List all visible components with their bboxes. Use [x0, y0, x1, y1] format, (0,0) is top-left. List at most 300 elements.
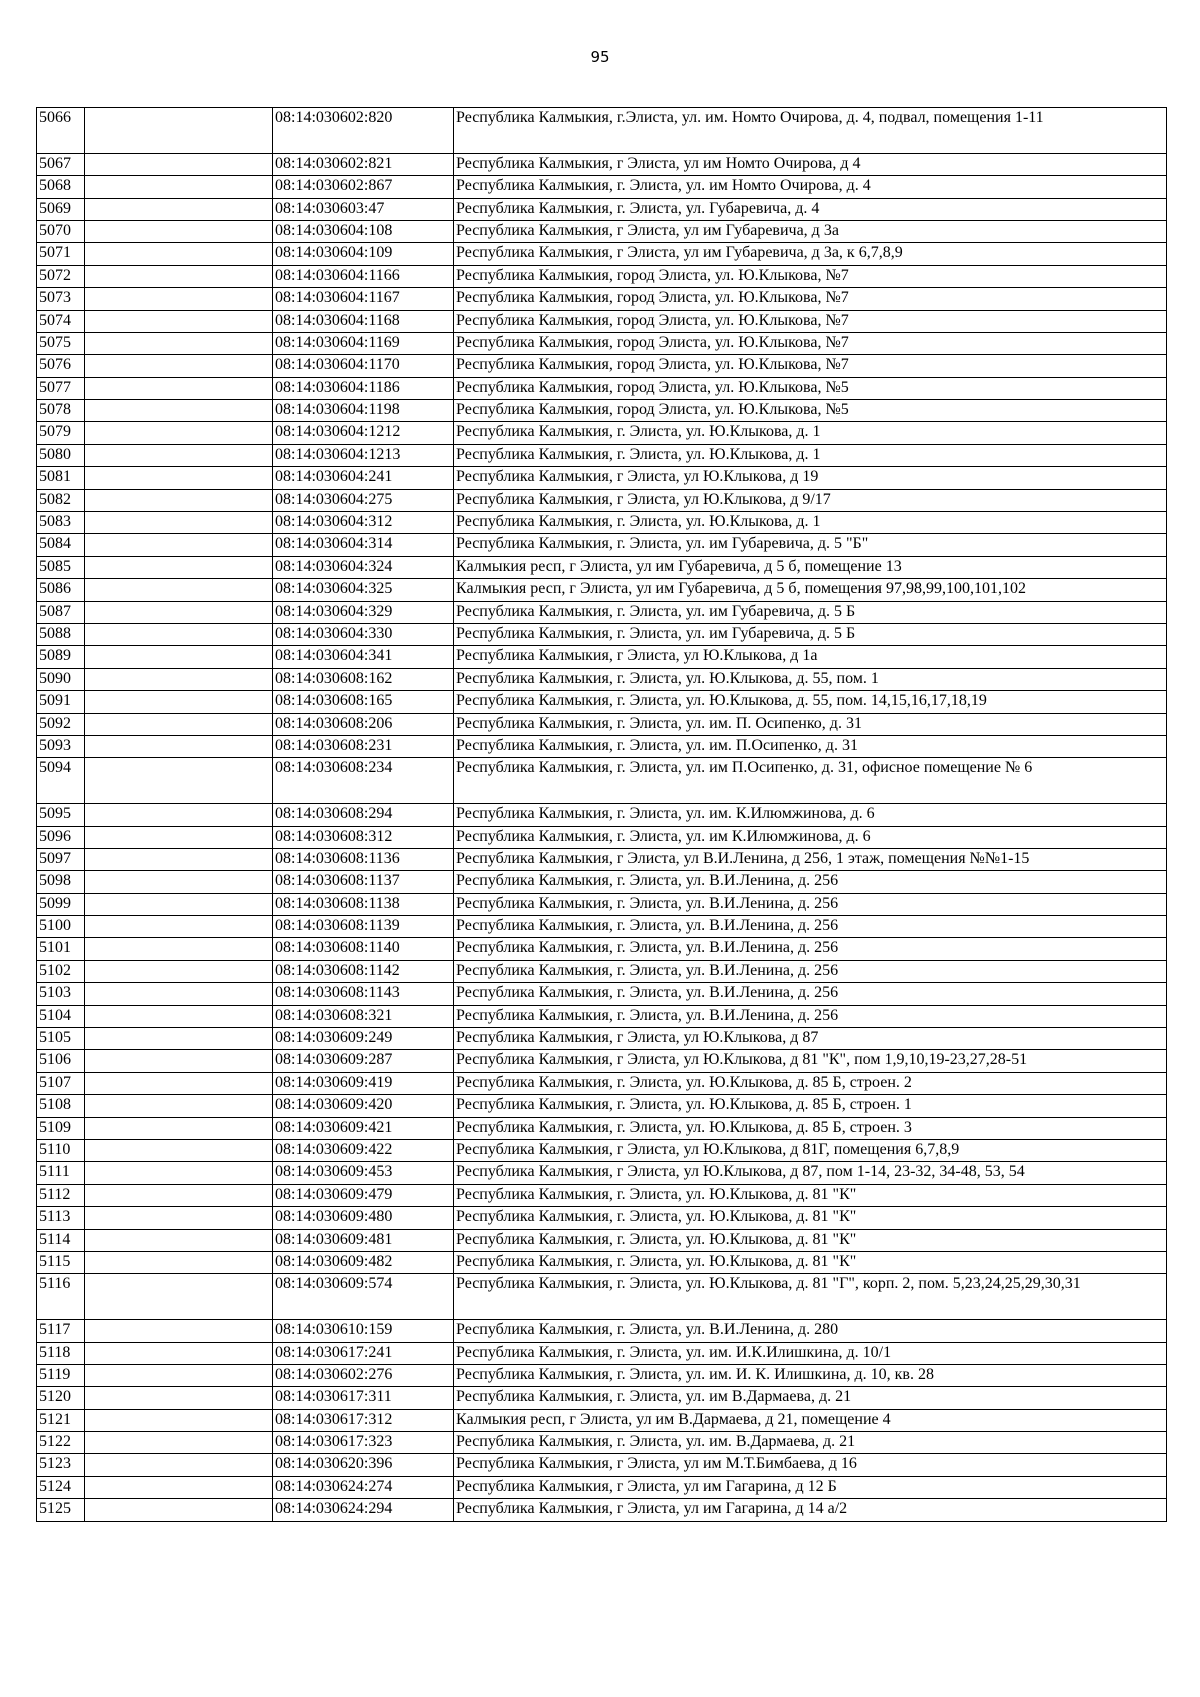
row-name-cell	[85, 1432, 273, 1454]
row-name-cell	[85, 1184, 273, 1206]
row-number-cell: 5073	[37, 288, 85, 310]
table-row	[37, 691, 1167, 713]
registry-body	[37, 108, 1167, 1522]
cadastral-number-cell: 08:14:030609:419	[273, 1072, 454, 1094]
cadastral-number-cell: 08:14:030609:287	[273, 1050, 454, 1072]
cadastral-number-cell: 08:14:030609:482	[273, 1251, 454, 1273]
address-cell: Республика Калмыкия, г Элиста, ул им Номто Очирова, д 4	[454, 153, 1167, 175]
cadastral-number-cell: 08:14:030608:1139	[273, 916, 454, 938]
table-row	[37, 1274, 1167, 1320]
table-row	[37, 601, 1167, 623]
row-name-cell	[85, 1095, 273, 1117]
address-cell: Республика Калмыкия, г Элиста, ул В.И.Ленина, д 256, 1 этаж, помещения №№1-15	[454, 848, 1167, 870]
address-cell: Республика Калмыкия, г. Элиста, ул. им Губаревича, д. 5 Б	[454, 624, 1167, 646]
cadastral-number-cell: 08:14:030609:479	[273, 1184, 454, 1206]
row-number-cell: 5098	[37, 871, 85, 893]
table-row	[37, 871, 1167, 893]
row-name-cell	[85, 489, 273, 511]
cadastral-number-cell: 08:14:030608:321	[273, 1005, 454, 1027]
table-row	[37, 1432, 1167, 1454]
address-cell: Республика Калмыкия, г. Элиста, ул. Ю.Клыкова, д. 81 "К"	[454, 1184, 1167, 1206]
address-cell: Республика Калмыкия, город Элиста, ул. Ю.Клыкова, №5	[454, 400, 1167, 422]
row-number-cell: 5099	[37, 893, 85, 915]
table-row	[37, 1476, 1167, 1498]
address-cell: Республика Калмыкия, г.Элиста, ул. им. Номто Очирова, д. 4, подвал, помещения 1-11	[454, 108, 1167, 154]
row-number-cell: 5104	[37, 1005, 85, 1027]
row-number-cell: 5121	[37, 1409, 85, 1431]
table-row	[37, 1342, 1167, 1364]
address-cell: Республика Калмыкия, г. Элиста, ул. им. И.К.Илишкина, д. 10/1	[454, 1342, 1167, 1364]
table-row	[37, 220, 1167, 242]
row-number-cell: 5100	[37, 916, 85, 938]
table-row	[37, 893, 1167, 915]
address-cell: Республика Калмыкия, г. Элиста, ул. В.И.Ленина, д. 256	[454, 1005, 1167, 1027]
table-row	[37, 265, 1167, 287]
address-cell: Республика Калмыкия, г. Элиста, ул. им. И. К. Илишкина, д. 10, кв. 28	[454, 1364, 1167, 1386]
row-name-cell	[85, 713, 273, 735]
table-row	[37, 377, 1167, 399]
cadastral-number-cell: 08:14:030604:1186	[273, 377, 454, 399]
table-row	[37, 1364, 1167, 1386]
row-number-cell: 5122	[37, 1432, 85, 1454]
row-name-cell	[85, 1162, 273, 1184]
row-number-cell: 5070	[37, 220, 85, 242]
table-row	[37, 938, 1167, 960]
row-number-cell: 5075	[37, 332, 85, 354]
cadastral-number-cell: 08:14:030604:1213	[273, 444, 454, 466]
row-name-cell	[85, 983, 273, 1005]
row-number-cell: 5117	[37, 1320, 85, 1342]
cadastral-number-cell: 08:14:030604:1166	[273, 265, 454, 287]
row-name-cell	[85, 1207, 273, 1229]
row-name-cell	[85, 422, 273, 444]
cadastral-number-cell: 08:14:030608:1136	[273, 848, 454, 870]
row-name-cell	[85, 400, 273, 422]
table-row	[37, 400, 1167, 422]
cadastral-number-cell: 08:14:030617:312	[273, 1409, 454, 1431]
cadastral-number-cell: 08:14:030624:274	[273, 1476, 454, 1498]
row-number-cell: 5123	[37, 1454, 85, 1476]
cadastral-number-cell: 08:14:030609:481	[273, 1229, 454, 1251]
table-row	[37, 848, 1167, 870]
row-number-cell: 5110	[37, 1140, 85, 1162]
cadastral-number-cell: 08:14:030610:159	[273, 1320, 454, 1342]
address-cell: Республика Калмыкия, г Элиста, ул Ю.Клыкова, д 19	[454, 467, 1167, 489]
row-number-cell: 5096	[37, 826, 85, 848]
table-row	[37, 579, 1167, 601]
row-name-cell	[85, 444, 273, 466]
row-name-cell	[85, 1072, 273, 1094]
table-row	[37, 422, 1167, 444]
cadastral-number-cell: 08:14:030608:231	[273, 735, 454, 757]
cadastral-number-cell: 08:14:030604:275	[273, 489, 454, 511]
address-cell: Республика Калмыкия, город Элиста, ул. Ю.Клыкова, №7	[454, 288, 1167, 310]
row-number-cell: 5105	[37, 1028, 85, 1050]
row-number-cell: 5078	[37, 400, 85, 422]
row-number-cell: 5118	[37, 1342, 85, 1364]
address-cell: Республика Калмыкия, г Элиста, ул Ю.Клыкова, д 81 "К", пом 1,9,10,19-23,27,28-51	[454, 1050, 1167, 1072]
address-cell: Республика Калмыкия, г. Элиста, ул. В.И.Ленина, д. 256	[454, 893, 1167, 915]
row-name-cell	[85, 668, 273, 690]
address-cell: Республика Калмыкия, г Элиста, ул им М.Т.Бимбаева, д 16	[454, 1454, 1167, 1476]
address-cell: Республика Калмыкия, г. Элиста, ул. В.И.Ленина, д. 256	[454, 871, 1167, 893]
address-cell: Республика Калмыкия, г. Элиста, ул. им Номто Очирова, д. 4	[454, 176, 1167, 198]
address-cell: Республика Калмыкия, г. Элиста, ул. им К.Илюмжинова, д. 6	[454, 826, 1167, 848]
address-cell: Республика Калмыкия, г. Элиста, ул. им. П.Осипенко, д. 31	[454, 735, 1167, 757]
row-number-cell: 5087	[37, 601, 85, 623]
cadastral-number-cell: 08:14:030608:1140	[273, 938, 454, 960]
row-number-cell: 5066	[37, 108, 85, 154]
row-name-cell	[85, 938, 273, 960]
address-cell: Республика Калмыкия, г Элиста, ул Ю.Клыкова, д 1а	[454, 646, 1167, 668]
row-name-cell	[85, 220, 273, 242]
row-name-cell	[85, 310, 273, 332]
address-cell: Республика Калмыкия, город Элиста, ул. Ю.Клыкова, №7	[454, 355, 1167, 377]
row-number-cell: 5101	[37, 938, 85, 960]
address-cell: Республика Калмыкия, г. Элиста, ул. В.И.Ленина, д. 256	[454, 960, 1167, 982]
row-name-cell	[85, 1387, 273, 1409]
row-number-cell: 5079	[37, 422, 85, 444]
address-cell: Республика Калмыкия, г. Элиста, ул. В.И.Ленина, д. 256	[454, 916, 1167, 938]
row-name-cell	[85, 1229, 273, 1251]
row-name-cell	[85, 646, 273, 668]
address-cell: Республика Калмыкия, г Элиста, ул Ю.Клыкова, д 9/17	[454, 489, 1167, 511]
table-row	[37, 288, 1167, 310]
address-cell: Республика Калмыкия, г Элиста, ул им Губаревича, д 3а	[454, 220, 1167, 242]
address-cell: Республика Калмыкия, г. Элиста, ул. Ю.Клыкова, д. 81 "К"	[454, 1251, 1167, 1273]
table-row	[37, 1095, 1167, 1117]
cadastral-number-cell: 08:14:030608:1138	[273, 893, 454, 915]
row-name-cell	[85, 1499, 273, 1521]
row-number-cell: 5088	[37, 624, 85, 646]
table-row	[37, 1005, 1167, 1027]
row-number-cell: 5082	[37, 489, 85, 511]
cadastral-number-cell: 08:14:030604:312	[273, 512, 454, 534]
row-name-cell	[85, 534, 273, 556]
cadastral-number-cell: 08:14:030602:867	[273, 176, 454, 198]
cadastral-number-cell: 08:14:030603:47	[273, 198, 454, 220]
address-cell: Республика Калмыкия, г. Элиста, ул. им В.Дармаева, д. 21	[454, 1387, 1167, 1409]
row-name-cell	[85, 1320, 273, 1342]
table-row	[37, 467, 1167, 489]
row-number-cell: 5072	[37, 265, 85, 287]
cadastral-number-cell: 08:14:030617:241	[273, 1342, 454, 1364]
address-cell: Республика Калмыкия, г. Элиста, ул. Ю.Клыкова, д. 81 "Г", корп. 2, пом. 5,23,24,25,29,30,31	[454, 1274, 1167, 1320]
row-number-cell: 5074	[37, 310, 85, 332]
address-cell: Республика Калмыкия, г Элиста, ул Ю.Клыкова, д 87, пом 1-14, 23-32, 34-48, 53, 54	[454, 1162, 1167, 1184]
cadastral-number-cell: 08:14:030609:480	[273, 1207, 454, 1229]
cadastral-number-cell: 08:14:030604:1212	[273, 422, 454, 444]
cadastral-number-cell: 08:14:030609:421	[273, 1117, 454, 1139]
cadastral-number-cell: 08:14:030604:241	[273, 467, 454, 489]
row-name-cell	[85, 758, 273, 804]
row-name-cell	[85, 1140, 273, 1162]
row-name-cell	[85, 1005, 273, 1027]
row-number-cell: 5094	[37, 758, 85, 804]
table-row	[37, 512, 1167, 534]
table-row	[37, 243, 1167, 265]
address-cell: Калмыкия респ, г Элиста, ул им В.Дармаева, д 21, помещение 4	[454, 1409, 1167, 1431]
row-number-cell: 5093	[37, 735, 85, 757]
cadastral-number-cell: 08:14:030608:312	[273, 826, 454, 848]
table-row	[37, 1072, 1167, 1094]
table-row	[37, 1499, 1167, 1521]
table-row	[37, 1162, 1167, 1184]
address-cell: Республика Калмыкия, город Элиста, ул. Ю.Клыкова, №7	[454, 310, 1167, 332]
row-number-cell: 5080	[37, 444, 85, 466]
table-row	[37, 713, 1167, 735]
row-number-cell: 5071	[37, 243, 85, 265]
row-number-cell: 5120	[37, 1387, 85, 1409]
address-cell: Республика Калмыкия, г. Элиста, ул. Губаревича, д. 4	[454, 198, 1167, 220]
address-cell: Республика Калмыкия, г. Элиста, ул. Ю.Клыкова, д. 81 "К"	[454, 1229, 1167, 1251]
row-name-cell	[85, 601, 273, 623]
cadastral-number-cell: 08:14:030604:1170	[273, 355, 454, 377]
address-cell: Республика Калмыкия, город Элиста, ул. Ю.Клыкова, №5	[454, 377, 1167, 399]
table-row	[37, 1251, 1167, 1273]
table-row	[37, 489, 1167, 511]
row-number-cell: 5067	[37, 153, 85, 175]
table-row	[37, 332, 1167, 354]
row-name-cell	[85, 826, 273, 848]
row-number-cell: 5089	[37, 646, 85, 668]
table-row	[37, 804, 1167, 826]
row-name-cell	[85, 735, 273, 757]
row-name-cell	[85, 1476, 273, 1498]
table-row	[37, 176, 1167, 198]
row-name-cell	[85, 355, 273, 377]
address-cell: Республика Калмыкия, г Элиста, ул Ю.Клыкова, д 81Г, помещения 6,7,8,9	[454, 1140, 1167, 1162]
table-row	[37, 1028, 1167, 1050]
row-name-cell	[85, 1454, 273, 1476]
table-row	[37, 668, 1167, 690]
row-number-cell: 5086	[37, 579, 85, 601]
row-number-cell: 5119	[37, 1364, 85, 1386]
address-cell: Республика Калмыкия, г. Элиста, ул. В.И.Ленина, д. 256	[454, 938, 1167, 960]
row-name-cell	[85, 176, 273, 198]
row-number-cell: 5125	[37, 1499, 85, 1521]
row-number-cell: 5081	[37, 467, 85, 489]
address-cell: Калмыкия респ, г Элиста, ул им Губаревича, д 5 б, помещение 13	[454, 556, 1167, 578]
row-number-cell: 5115	[37, 1251, 85, 1273]
address-cell: Республика Калмыкия, г. Элиста, ул. Ю.Клыкова, д. 85 Б, строен. 2	[454, 1072, 1167, 1094]
cadastral-number-cell: 08:14:030604:325	[273, 579, 454, 601]
cadastral-number-cell: 08:14:030620:396	[273, 1454, 454, 1476]
row-number-cell: 5108	[37, 1095, 85, 1117]
row-name-cell	[85, 377, 273, 399]
table-row	[37, 735, 1167, 757]
row-number-cell: 5095	[37, 804, 85, 826]
cadastral-number-cell: 08:14:030608:1137	[273, 871, 454, 893]
row-name-cell	[85, 512, 273, 534]
row-name-cell	[85, 243, 273, 265]
table-row	[37, 355, 1167, 377]
row-name-cell	[85, 871, 273, 893]
address-cell: Республика Калмыкия, г Элиста, ул Ю.Клыкова, д 87	[454, 1028, 1167, 1050]
cadastral-number-cell: 08:14:030604:1169	[273, 332, 454, 354]
table-row	[37, 1229, 1167, 1251]
cadastral-number-cell: 08:14:030608:1143	[273, 983, 454, 1005]
cadastral-number-cell: 08:14:030604:341	[273, 646, 454, 668]
table-row	[37, 1454, 1167, 1476]
row-name-cell	[85, 916, 273, 938]
address-cell: Республика Калмыкия, г. Элиста, ул. В.И.Ленина, д. 256	[454, 983, 1167, 1005]
row-name-cell	[85, 1251, 273, 1273]
table-row	[37, 1117, 1167, 1139]
cadastral-number-cell: 08:14:030608:162	[273, 668, 454, 690]
row-number-cell: 5068	[37, 176, 85, 198]
row-number-cell: 5084	[37, 534, 85, 556]
row-name-cell	[85, 1364, 273, 1386]
address-cell: Республика Калмыкия, г Элиста, ул им Гагарина, д 12 Б	[454, 1476, 1167, 1498]
cadastral-number-cell: 08:14:030608:165	[273, 691, 454, 713]
address-cell: Республика Калмыкия, г. Элиста, ул. Ю.Клыкова, д. 55, пом. 14,15,16,17,18,19	[454, 691, 1167, 713]
table-row	[37, 1320, 1167, 1342]
row-number-cell: 5085	[37, 556, 85, 578]
table-row	[37, 534, 1167, 556]
row-name-cell	[85, 848, 273, 870]
table-row	[37, 444, 1167, 466]
address-cell: Республика Калмыкия, город Элиста, ул. Ю.Клыкова, №7	[454, 332, 1167, 354]
cadastral-number-cell: 08:14:030604:314	[273, 534, 454, 556]
row-name-cell	[85, 1028, 273, 1050]
cadastral-number-cell: 08:14:030609:422	[273, 1140, 454, 1162]
cadastral-number-cell: 08:14:030608:206	[273, 713, 454, 735]
row-name-cell	[85, 1117, 273, 1139]
row-number-cell: 5114	[37, 1229, 85, 1251]
row-name-cell	[85, 265, 273, 287]
address-cell: Республика Калмыкия, г. Элиста, ул. Ю.Клыкова, д. 85 Б, строен. 1	[454, 1095, 1167, 1117]
row-number-cell: 5076	[37, 355, 85, 377]
row-name-cell	[85, 332, 273, 354]
address-cell: Республика Калмыкия, г. Элиста, ул. им П.Осипенко, д. 31, офисное помещение № 6	[454, 758, 1167, 804]
cadastral-number-cell: 08:14:030604:108	[273, 220, 454, 242]
page-number: 95	[590, 48, 610, 66]
row-name-cell	[85, 288, 273, 310]
table-row	[37, 646, 1167, 668]
address-cell: Республика Калмыкия, г. Элиста, ул. им. В.Дармаева, д. 21	[454, 1432, 1167, 1454]
row-number-cell: 5109	[37, 1117, 85, 1139]
table-row	[37, 960, 1167, 982]
row-name-cell	[85, 556, 273, 578]
row-number-cell: 5113	[37, 1207, 85, 1229]
row-name-cell	[85, 1342, 273, 1364]
cadastral-number-cell: 08:14:030604:1198	[273, 400, 454, 422]
row-number-cell: 5102	[37, 960, 85, 982]
cadastral-number-cell: 08:14:030609:249	[273, 1028, 454, 1050]
row-name-cell	[85, 579, 273, 601]
row-name-cell	[85, 804, 273, 826]
row-name-cell	[85, 198, 273, 220]
table-row	[37, 624, 1167, 646]
address-cell: Республика Калмыкия, г. Элиста, ул. им Губаревича, д. 5 "Б"	[454, 534, 1167, 556]
cadastral-number-cell: 08:14:030602:821	[273, 153, 454, 175]
address-cell: Республика Калмыкия, г. Элиста, ул. им. К.Илюмжинова, д. 6	[454, 804, 1167, 826]
address-cell: Республика Калмыкия, г. Элиста, ул. им. П. Осипенко, д. 31	[454, 713, 1167, 735]
table-row	[37, 1140, 1167, 1162]
cadastral-number-cell: 08:14:030602:820	[273, 108, 454, 154]
table-row	[37, 198, 1167, 220]
address-cell: Республика Калмыкия, город Элиста, ул. Ю.Клыкова, №7	[454, 265, 1167, 287]
table-row	[37, 758, 1167, 804]
cadastral-number-cell: 08:14:030604:330	[273, 624, 454, 646]
address-cell: Республика Калмыкия, г. Элиста, ул. Ю.Клыкова, д. 55, пом. 1	[454, 668, 1167, 690]
address-cell: Республика Калмыкия, г. Элиста, ул. им Губаревича, д. 5 Б	[454, 601, 1167, 623]
address-cell: Калмыкия респ, г Элиста, ул им Губаревича, д 5 б, помещения 97,98,99,100,101,102	[454, 579, 1167, 601]
cadastral-number-cell: 08:14:030608:1142	[273, 960, 454, 982]
address-cell: Республика Калмыкия, г. Элиста, ул. В.И.Ленина, д. 280	[454, 1320, 1167, 1342]
row-number-cell: 5107	[37, 1072, 85, 1094]
row-number-cell: 5077	[37, 377, 85, 399]
cadastral-number-cell: 08:14:030604:329	[273, 601, 454, 623]
row-number-cell: 5092	[37, 713, 85, 735]
row-name-cell	[85, 1050, 273, 1072]
row-name-cell	[85, 691, 273, 713]
table-row	[37, 1387, 1167, 1409]
cadastral-number-cell: 08:14:030609:574	[273, 1274, 454, 1320]
cadastral-number-cell: 08:14:030602:276	[273, 1364, 454, 1386]
cadastral-number-cell: 08:14:030609:453	[273, 1162, 454, 1184]
table-row	[37, 310, 1167, 332]
cadastral-number-cell: 08:14:030608:294	[273, 804, 454, 826]
address-cell: Республика Калмыкия, г. Элиста, ул. Ю.Клыкова, д. 1	[454, 444, 1167, 466]
table-row	[37, 916, 1167, 938]
table-row	[37, 108, 1167, 154]
table-row	[37, 1050, 1167, 1072]
row-name-cell	[85, 624, 273, 646]
row-number-cell: 5103	[37, 983, 85, 1005]
address-cell: Республика Калмыкия, г Элиста, ул им Гагарина, д 14 а/2	[454, 1499, 1167, 1521]
row-name-cell	[85, 467, 273, 489]
row-name-cell	[85, 153, 273, 175]
cadastral-number-cell: 08:14:030624:294	[273, 1499, 454, 1521]
address-cell: Республика Калмыкия, г. Элиста, ул. Ю.Клыкова, д. 1	[454, 512, 1167, 534]
table-row	[37, 153, 1167, 175]
row-number-cell: 5091	[37, 691, 85, 713]
row-number-cell: 5069	[37, 198, 85, 220]
table-row	[37, 983, 1167, 1005]
row-number-cell: 5083	[37, 512, 85, 534]
row-name-cell	[85, 108, 273, 154]
table-row	[37, 1207, 1167, 1229]
row-number-cell: 5106	[37, 1050, 85, 1072]
cadastral-number-cell: 08:14:030604:324	[273, 556, 454, 578]
cadastral-number-cell: 08:14:030604:1167	[273, 288, 454, 310]
row-name-cell	[85, 893, 273, 915]
row-number-cell: 5124	[37, 1476, 85, 1498]
cadastral-number-cell: 08:14:030604:1168	[273, 310, 454, 332]
cadastral-number-cell: 08:14:030617:311	[273, 1387, 454, 1409]
row-number-cell: 5097	[37, 848, 85, 870]
cadastral-number-cell: 08:14:030608:234	[273, 758, 454, 804]
table-row	[37, 556, 1167, 578]
row-number-cell: 5090	[37, 668, 85, 690]
cadastral-number-cell: 08:14:030604:109	[273, 243, 454, 265]
cadastral-number-cell: 08:14:030617:323	[273, 1432, 454, 1454]
table-row	[37, 1184, 1167, 1206]
address-cell: Республика Калмыкия, г. Элиста, ул. Ю.Клыкова, д. 81 "К"	[454, 1207, 1167, 1229]
row-number-cell: 5112	[37, 1184, 85, 1206]
address-cell: Республика Калмыкия, г. Элиста, ул. Ю.Клыкова, д. 1	[454, 422, 1167, 444]
row-name-cell	[85, 960, 273, 982]
row-number-cell: 5116	[37, 1274, 85, 1320]
row-name-cell	[85, 1409, 273, 1431]
row-number-cell: 5111	[37, 1162, 85, 1184]
property-registry-table	[36, 107, 1167, 1522]
address-cell: Республика Калмыкия, г. Элиста, ул. Ю.Клыкова, д. 85 Б, строен. 3	[454, 1117, 1167, 1139]
cadastral-number-cell: 08:14:030609:420	[273, 1095, 454, 1117]
address-cell: Республика Калмыкия, г Элиста, ул им Губаревича, д 3а, к 6,7,8,9	[454, 243, 1167, 265]
